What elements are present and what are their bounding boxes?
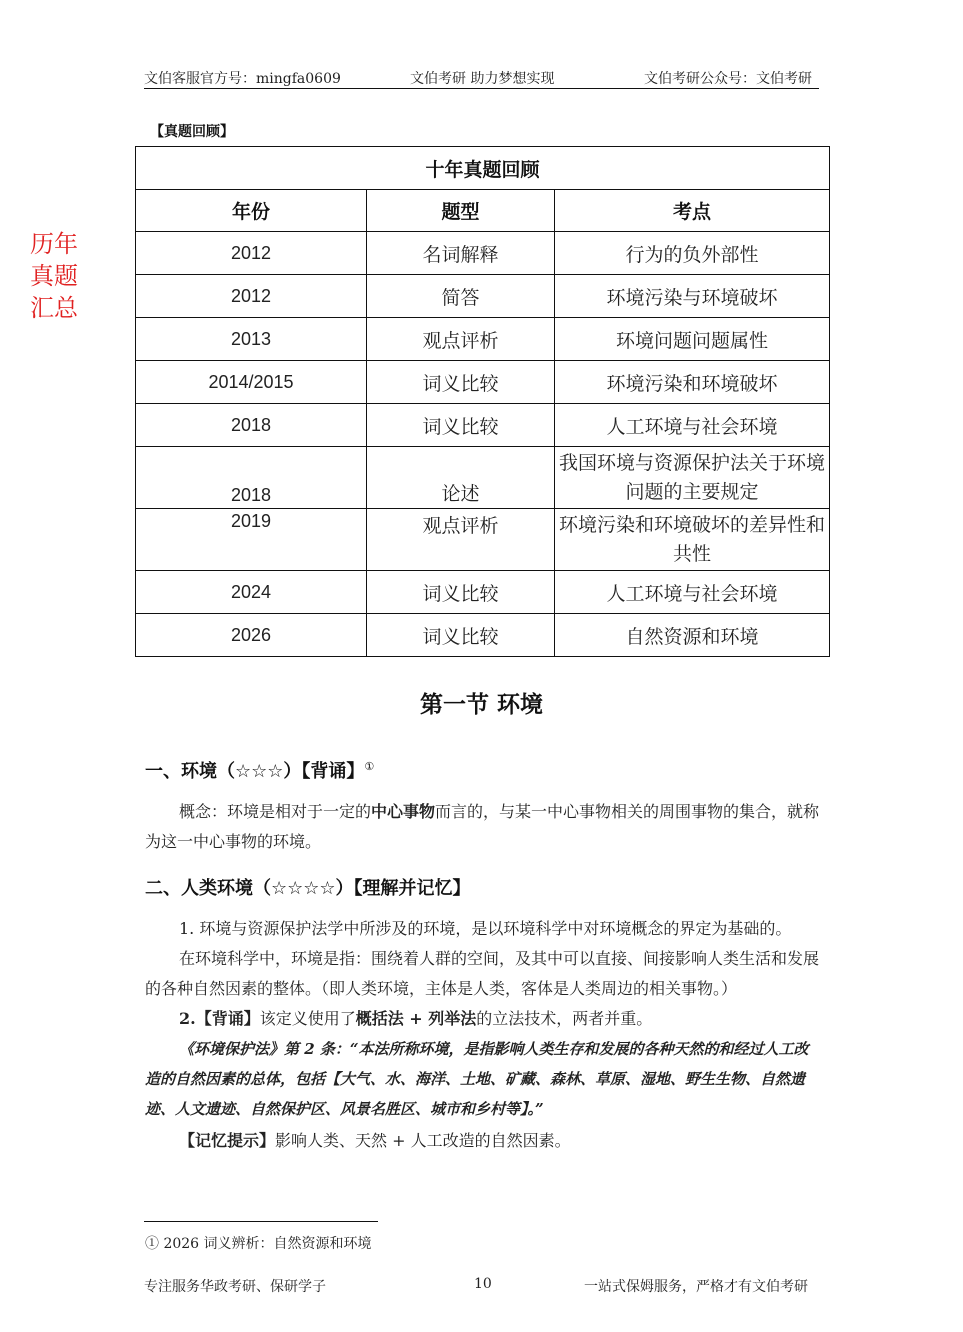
cell-type: 词义比较: [367, 404, 555, 447]
technique-keyword: 概括法 + 列举法: [355, 1009, 477, 1028]
header-right: 文伯考研公众号：文伯考研: [644, 71, 812, 87]
cell-point: 我国环境与资源保护法关于环境问题的主要规定: [555, 447, 830, 509]
law-quote: [145, 1034, 820, 1124]
page-number: 10: [474, 1276, 492, 1292]
item-number: 2.: [179, 1009, 196, 1028]
cell-year: 2026: [136, 614, 367, 657]
law-text: 《环境保护法》第 2 条：“本法所称: [179, 1040, 419, 1058]
table-row: [136, 232, 830, 275]
table-title: 十年真题回顾: [136, 147, 830, 190]
heading-human-environment: 二、人类环境（☆☆☆☆）【理解并记忆】: [145, 878, 471, 899]
header-center: 文伯考研 助力梦想实现: [410, 71, 555, 87]
cell-year: 2024: [136, 571, 367, 614]
table-row: [136, 275, 830, 318]
cell-type: 词义比较: [367, 614, 555, 657]
side-note-line: 真题: [30, 262, 78, 290]
table-row: [136, 447, 830, 509]
paragraph-3: [145, 1004, 820, 1034]
table-row: [136, 509, 830, 571]
cell-year: 2014/2015: [136, 361, 367, 404]
cell-year: 2012: [136, 232, 367, 275]
table-row: [136, 361, 830, 404]
cell-year: 2018: [136, 404, 367, 447]
footnote-divider: [144, 1221, 378, 1222]
table-row: [136, 614, 830, 657]
cell-type: 观点评析: [367, 318, 555, 361]
cell-point: 环境问题问题属性: [555, 318, 830, 361]
cell-year: 2013: [136, 318, 367, 361]
cell-type: 名词解释: [367, 232, 555, 275]
footer-left: 专注服务华政考研、保研学子: [144, 1279, 326, 1295]
header-divider: [144, 88, 819, 89]
paragraph-1: [145, 914, 820, 944]
law-text: ，是指影响人类生存和发展的各种天然的和经过人工改造的自然因素的总体，包括【大气、水、海洋、土地、矿藏、森林、草原、湿地、野生生物、自然遗迹、人文遗迹、自然保护区、风景名胜区、城市和乡村等】。”: [145, 1040, 809, 1118]
concept-text: 而言的，与某一中心事物相关的周围事物的集合，就称为这一中心事物的环境。: [145, 802, 820, 851]
paragraph-2: [145, 944, 820, 1004]
cell-year: 2018: [136, 447, 367, 509]
paragraph-text: 的立法技术，两者并重。: [476, 1009, 653, 1028]
cell-year: 2012: [136, 275, 367, 318]
side-note-line: 历年: [30, 230, 78, 258]
table-row: [136, 404, 830, 447]
cell-point: 人工环境与社会环境: [555, 404, 830, 447]
paragraph-text: 该定义使用了: [259, 1009, 356, 1028]
cell-point: 环境污染与环境破坏: [555, 275, 830, 318]
cell-type: 词义比较: [367, 361, 555, 404]
cell-type: 词义比较: [367, 571, 555, 614]
recite-tag: 【背诵】: [195, 1009, 260, 1028]
side-note: [30, 228, 90, 324]
column-header-type: 题型: [367, 190, 555, 232]
exam-history-table: [135, 146, 830, 657]
cell-type: 简答: [367, 275, 555, 318]
table-row: [136, 571, 830, 614]
cell-point: 自然资源和环境: [555, 614, 830, 657]
concept-text: 概念：环境是相对于一定的: [179, 802, 372, 821]
concept-paragraph: [145, 797, 820, 857]
memory-tip-label: 【记忆提示】: [179, 1131, 276, 1150]
column-header-point: 考点: [555, 190, 830, 232]
memory-tip-text: 影响人类、天然 + 人工改造的自然因素。: [275, 1131, 571, 1150]
cell-year: 2019: [136, 509, 367, 571]
column-header-year: 年份: [136, 190, 367, 232]
review-label: 【真题回顾】: [150, 124, 234, 140]
cell-point: 环境污染和环境破坏: [555, 361, 830, 404]
cell-point: 行为的负外部性: [555, 232, 830, 275]
paragraph-text: 在环境科学中，环境是指：围绕着人群的空间，及其中可以直接、间接影响人类生活和发展的各种自然因素的整体。（即人类环境，主体是人类，客体是人类周边的相关事物。）: [145, 949, 820, 998]
law-keyword: 环境: [418, 1040, 449, 1058]
header-left: 文伯客服官方号：mingfa0609: [144, 71, 341, 87]
section-title: 第一节 环境: [419, 692, 543, 718]
cell-point: 人工环境与社会环境: [555, 571, 830, 614]
footnote: ① 2026 词义辨析：自然资源和环境: [145, 1236, 372, 1252]
cell-type: 观点评析: [367, 509, 555, 571]
memory-tip: [145, 1126, 820, 1156]
table-row: [136, 318, 830, 361]
heading-text: 一、环境（☆☆☆）【背诵】: [145, 761, 365, 782]
heading-environment: [145, 757, 374, 783]
footer-right: 一站式保姆服务，严格才有文伯考研: [584, 1279, 808, 1295]
cell-type: 论述: [367, 447, 555, 509]
paragraph-text: 1. 环境与资源保护法学中所涉及的环境，是以环境科学中对环境概念的界定为基础的。: [179, 919, 792, 938]
cell-point: 环境污染和环境破坏的差异性和共性: [555, 509, 830, 571]
footnote-ref[interactable]: ①: [364, 760, 375, 773]
side-note-line: 汇总: [30, 294, 78, 322]
concept-keyword: 中心事物: [371, 802, 436, 821]
